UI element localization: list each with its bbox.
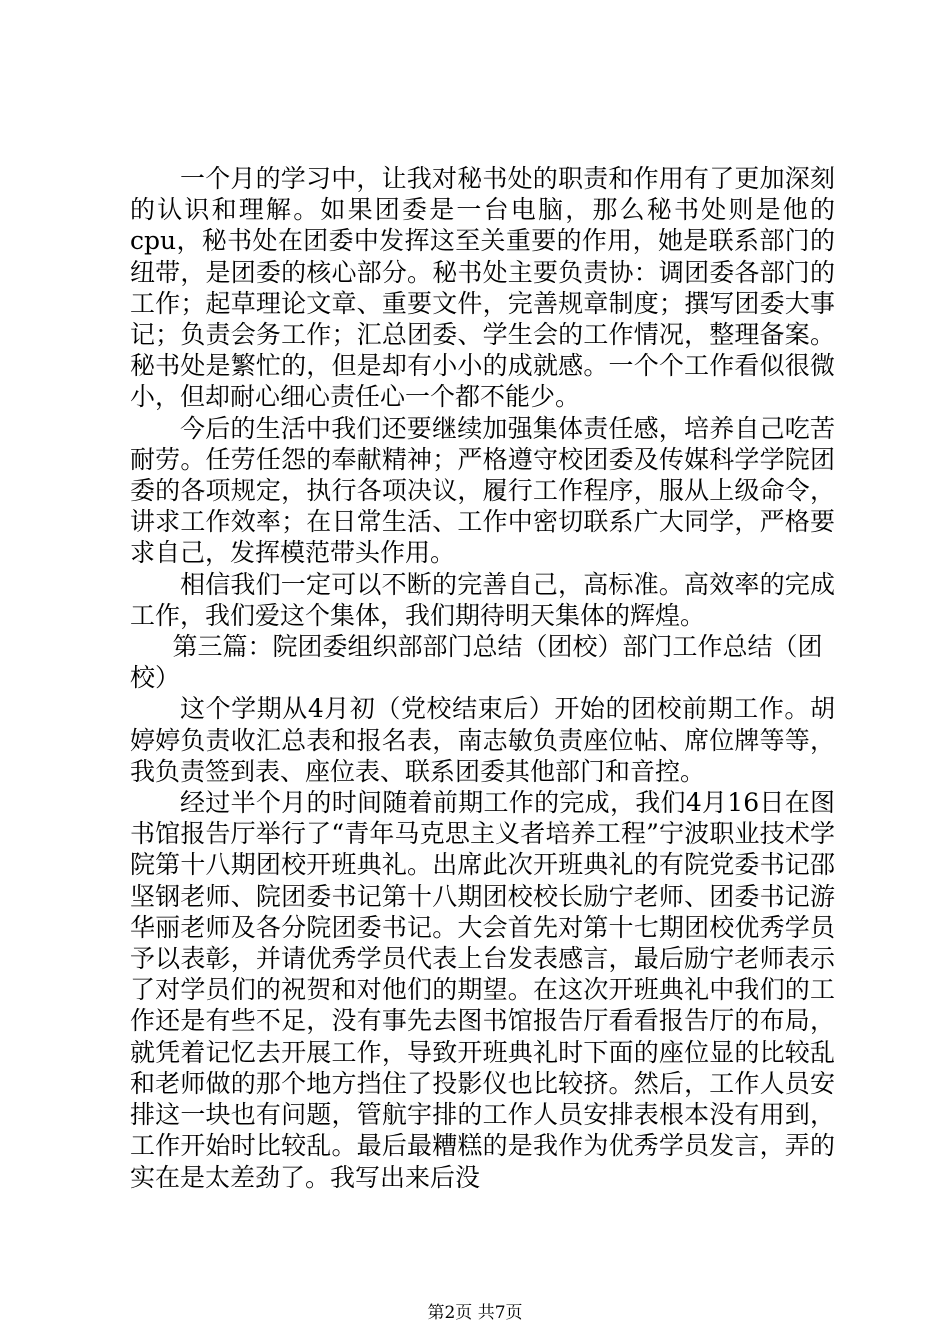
document-body <box>130 163 835 1193</box>
page-footer: 第2页 共7页 <box>427 1303 523 1323</box>
section-heading: 第三篇：院团委组织部部门总结（团校）部门工作总结（团校） <box>130 632 823 693</box>
paragraph-preparation: 这个学期从4月初（党校结束后）开始的团校前期工作。胡婷婷负责收汇总表和报名表，南志敏负责座位帖、席位牌等等，我负责签到表、座位表、联系团委其他部门和音控。 <box>130 694 835 786</box>
paragraph-opening-ceremony: 经过半个月的时间随着前期工作的完成，我们4月16日在图书馆报告厅举行了“青年马克思主义者培养工程”宁波职业技术学院第十八期团校开班典礼。出席此次开班典礼的有院党委书记邵坚钢老师、院团委书记第十八期团校校长励宁老师、团委书记游华丽老师及各分院团委书记。大会首先对第十七期团校优秀学员予以表彰，并请优秀学员代表上台发表感言，最后励宁老师表示了对学员们的祝贺和对他们的期望。在这次开班典礼中我们的工作还是有些不足，没有事先去图书馆报告厅看看报告厅的布局，就凭着记忆去开展工作，导致开班典礼时下面的座位显的比较乱和老师做的那个地方挡住了投影仪也比较挤。然后，工作人员安排这一块也有问题，管航宇排的工作人员安排表根本没有用到，工作开始时比较乱。最后最糟糕的是我作为优秀学员发言，弄的实在是太差劲了。我写出来后没 <box>130 788 835 1192</box>
paragraph-future-work: 今后的生活中我们还要继续加强集体责任感，培养自己吃苦耐劳。任劳任怨的奉献精神；严格遵守校团委及传媒科学学院团委的各项规定，执行各项决议，履行工作程序，服从上级命令，讲求工作效率；在日常生活、工作中密切联系广大同学，严格要求自己，发挥模范带头作用。 <box>130 413 835 568</box>
paragraph-secretariat-role: 一个月的学习中，让我对秘书处的职责和作用有了更加深刻的认识和理解。如果团委是一台电脑，那么秘书处则是他的cpu，秘书处在团委中发挥这至关重要的作用，她是联系部门的纽带，是团委的核心部分。秘书处主要负责协：调团委各部门的工作；起草理论文章、重要文件，完善规章制度；撰写团委大事记；负责会务工作；汇总团委、学生会的工作情况，整理备案。秘书处是繁忙的，但是却有小小的成就感。一个个工作看似很微小，但却耐心细心责任心一个都不能少。 <box>130 164 835 412</box>
paragraph-closing: 相信我们一定可以不断的完善自己，高标准。高效率的完成工作，我们爱这个集体，我们期待明天集体的辉煌。 <box>130 569 835 630</box>
